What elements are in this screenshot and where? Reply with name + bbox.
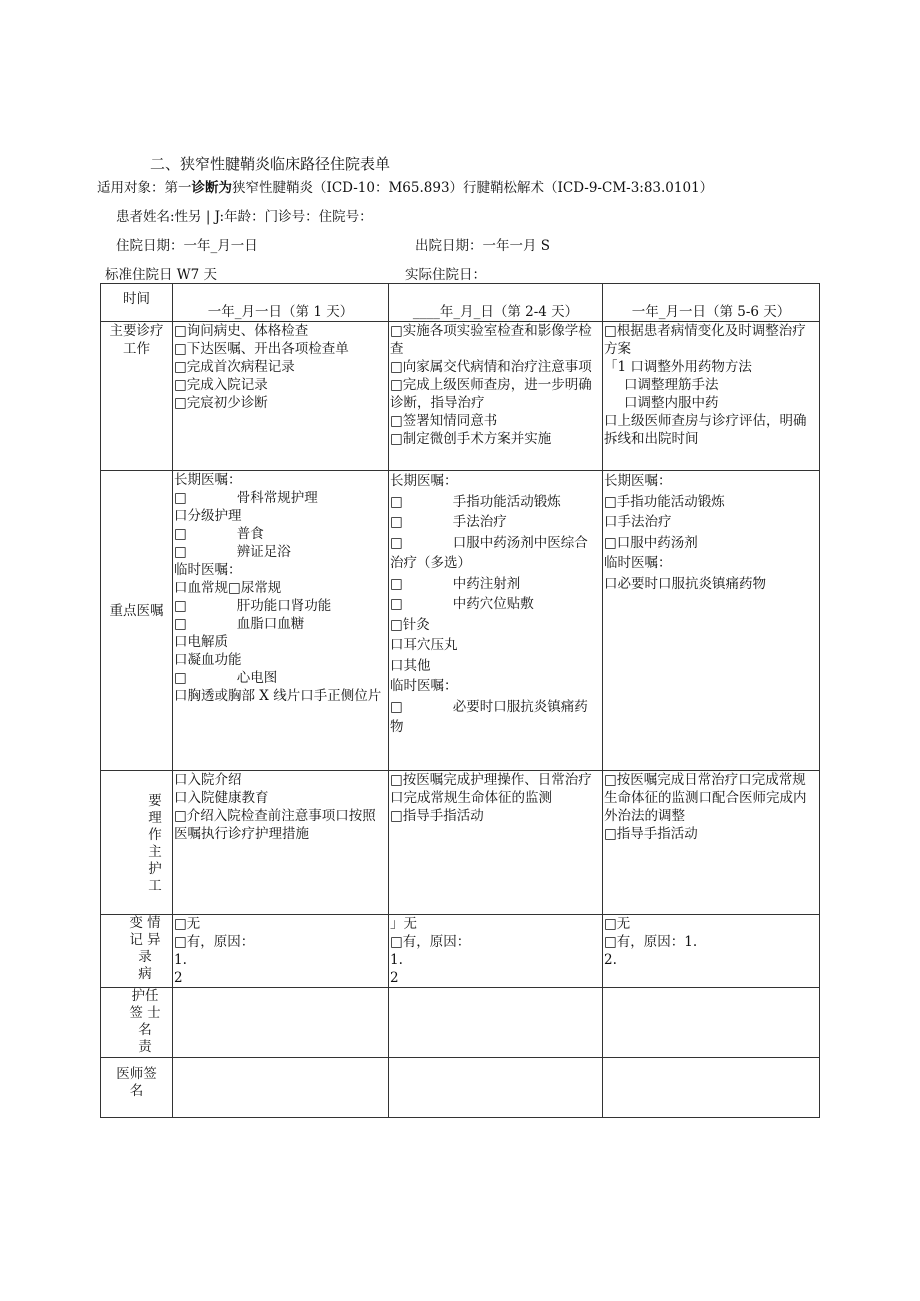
doctor-sign-col3 xyxy=(603,1058,820,1118)
cell-line: □按医嘱完成护理操作、日常治疗 xyxy=(390,772,592,788)
cell-line: □向家属交代病情和治疗注意事项 xyxy=(390,359,592,375)
cell-line: □询问病史、体格检查 xyxy=(174,323,309,339)
admit-date: 住院日期：一年_月一日 xyxy=(116,238,258,254)
cell-line: 临时医嘱： xyxy=(604,555,672,571)
cell-line: □有，原因： xyxy=(174,934,255,950)
cell-line: 口其他 xyxy=(390,657,431,674)
scope-prefix: 适用对象：第一 xyxy=(97,180,192,196)
cell-line: □ 骨科常规护理 xyxy=(174,490,318,506)
nursing-col2 xyxy=(389,771,603,915)
cell-line: □手指功能活动锻炼 xyxy=(604,493,725,510)
cell-line: 录 xyxy=(138,949,152,965)
cell-line: 理 xyxy=(148,810,162,826)
variance-row xyxy=(101,915,820,988)
main-work-label xyxy=(101,322,173,471)
cell-line: 2 xyxy=(174,970,183,986)
cell-line: 口电解质 xyxy=(174,634,228,650)
main-work-col2 xyxy=(389,322,603,471)
main-work-col3 xyxy=(603,322,820,471)
cell-line: 长期医嘱： xyxy=(604,473,672,489)
cell-line: □ 手法治疗 xyxy=(390,514,507,530)
discharge-date: 出院日期：一年一月 S xyxy=(415,238,551,254)
cell-line: 临时医嘱： xyxy=(390,678,458,694)
doctor-sign-row xyxy=(101,1058,820,1118)
cell-line: □ 肝功能口肾功能 xyxy=(174,598,332,614)
orders-row xyxy=(101,471,820,771)
cell-line: 临时医嘱： xyxy=(174,562,242,578)
cell-line: 责 xyxy=(138,1039,152,1055)
cell-line: 名 xyxy=(129,1083,144,1099)
cell-line: □按医嘱完成日常治疗口完成常规生命体征的监测口配合医师完成内外治法的调整 xyxy=(604,772,807,824)
pathway-table xyxy=(100,283,820,1118)
cell-line: □针灸 xyxy=(390,616,430,633)
cell-line: □完成入院记录 xyxy=(174,377,268,393)
variance-label xyxy=(101,915,173,988)
cell-line: □ 中药穴位贴敷 xyxy=(390,596,534,612)
orders-col2 xyxy=(389,471,603,771)
nursing-col3 xyxy=(603,771,820,915)
cell-line: □完宸初少诊断 xyxy=(174,395,268,411)
col1-header: 一年_月一日（第 1 天） xyxy=(173,284,389,322)
cell-line: 口必要时口服抗炎镇痛药物 xyxy=(604,575,766,592)
cell-line: □介绍入院检查前注意事项口按照医嘱执行诊疗护理措施 xyxy=(174,808,376,842)
header-row xyxy=(101,284,820,322)
nurse-sign-col3 xyxy=(603,988,820,1058)
orders-col3 xyxy=(603,471,820,771)
form-title: 二、狭窄性腱鞘炎临床路径住院表单 xyxy=(150,155,391,173)
cell-line: 口手法治疗 xyxy=(604,514,672,530)
cell-line: 病 xyxy=(138,966,152,982)
cell-line: 2. xyxy=(604,952,617,968)
main-work-label-1: 主要诊疗 xyxy=(109,323,164,339)
main-work-label-2: 工作 xyxy=(123,341,150,357)
cell-line: □无 xyxy=(174,916,201,932)
doctor-sign-col2 xyxy=(389,1058,603,1118)
cell-line: 变 情 xyxy=(129,915,161,931)
cell-line: 工 xyxy=(148,878,162,894)
cell-line: 口耳穴压丸 xyxy=(390,637,458,653)
cell-line: □制定微创手术方案并实施 xyxy=(390,431,552,447)
cell-line: 口分级护理 xyxy=(174,508,242,524)
cell-line: □实施各项实验室检查和影像学检查 xyxy=(390,323,592,357)
cell-line: □口服中药汤剂 xyxy=(604,534,698,551)
cell-line: 主 xyxy=(148,844,162,860)
cell-line: 1. xyxy=(174,952,187,968)
main-work-col1 xyxy=(173,322,389,471)
cell-line: 护任 xyxy=(131,988,159,1004)
scope-bold: 诊断为 xyxy=(191,180,232,196)
cell-line: 」无 xyxy=(390,916,417,932)
cell-line: □ 手指功能活动锻炼 xyxy=(390,493,561,510)
cell-line: 医师签 xyxy=(116,1066,157,1082)
cell-line: □完成上级医师查房，进一步明确诊断，指导治疗 xyxy=(390,377,592,411)
cell-line: □ 心电图 xyxy=(174,670,278,686)
cell-line: 长期医嘱： xyxy=(174,472,242,488)
cell-line: 名 xyxy=(138,1022,152,1038)
nursing-col1 xyxy=(173,771,389,915)
scope-rest: 狭窄性腱鞘炎（ICD-10：M65.893）行腱鞘松解术（ICD-9-CM-3:83.0101） xyxy=(232,180,714,196)
cell-line: 口调整理筋手法 xyxy=(624,377,719,393)
cell-line: □指导手指活动 xyxy=(390,808,484,824)
cell-line: □签署知情同意书 xyxy=(390,413,498,429)
time-header: 时间 xyxy=(101,284,173,322)
cell-line: □下达医嘱、开出各项检查单 xyxy=(174,341,349,357)
cell-line: 1. xyxy=(390,952,403,968)
cell-line: □无 xyxy=(604,916,631,932)
cell-line: 口上级医师查房与诊疗评估，明确拆线和出院时间 xyxy=(604,413,807,447)
cell-line: 长期医嘱： xyxy=(390,473,458,489)
cell-line: 2 xyxy=(390,970,399,986)
cell-line: □ 口服中药汤剂中医综合治疗（多选） xyxy=(390,534,588,571)
nursing-row xyxy=(101,771,820,915)
cell-line: □根据患者病情变化及时调整治疗方案 xyxy=(604,323,806,357)
cell-line: 口血常规□尿常规 xyxy=(174,580,282,596)
cell-line: 口胸透或胸部 X 线片口手正侧位片 xyxy=(174,688,382,704)
cell-line: □完成首次病程记录 xyxy=(174,359,295,375)
cell-line: □有，原因： xyxy=(390,934,471,950)
scope-line xyxy=(97,176,713,196)
variance-col3 xyxy=(603,915,820,988)
cell-line: □ 辨证足浴 xyxy=(174,544,291,560)
nursing-label xyxy=(101,771,173,915)
cell-line: □ 中药注射剂 xyxy=(390,575,521,592)
cell-line: 记 异 xyxy=(129,932,161,948)
orders-col1 xyxy=(173,471,389,771)
nurse-sign-col1 xyxy=(173,988,389,1058)
cell-line: 口凝血功能 xyxy=(174,652,242,668)
patient-info-line: 患者姓名:性另 | J:年龄：门诊号：住院号： xyxy=(116,209,373,225)
variance-col1 xyxy=(173,915,389,988)
orders-label: 重点医嘱 xyxy=(101,471,173,771)
nurse-sign-row xyxy=(101,988,820,1058)
cell-line: 「1 口调整外用药物方法 xyxy=(604,359,752,375)
cell-line: 作 xyxy=(148,827,162,843)
cell-line: 要 xyxy=(148,793,162,809)
nurse-sign-col2 xyxy=(389,988,603,1058)
cell-line: 护 xyxy=(148,861,162,877)
col2-header: ____年_月_日（第 2-4 天） xyxy=(389,284,603,322)
variance-col2 xyxy=(389,915,603,988)
cell-line: □ 必要时口服抗炎镇痛药物 xyxy=(390,698,588,735)
cell-line: □ 普食 xyxy=(174,526,264,542)
cell-line: 口入院介绍 xyxy=(174,772,242,788)
doctor-sign-col1 xyxy=(173,1058,389,1118)
cell-line: □指导手指活动 xyxy=(604,826,698,842)
cell-line: 口调整内服中药 xyxy=(624,395,719,411)
standard-stay: 标准住院日 W7 天 xyxy=(105,267,218,283)
cell-line: 签 士 xyxy=(129,1005,161,1021)
doctor-sign-label xyxy=(101,1058,173,1118)
actual-stay: 实际住院日： xyxy=(405,267,486,283)
col3-header: 一年_月一日（第 5-6 天） xyxy=(603,284,820,322)
nurse-sign-label xyxy=(101,988,173,1058)
cell-line: 口完成常规生命体征的监测 xyxy=(390,790,552,806)
cell-line: □有，原因：1. xyxy=(604,934,698,950)
cell-line: 口入院健康教育 xyxy=(174,790,269,806)
cell-line: □ 血脂口血糖 xyxy=(174,616,305,632)
main-work-row xyxy=(101,322,820,471)
